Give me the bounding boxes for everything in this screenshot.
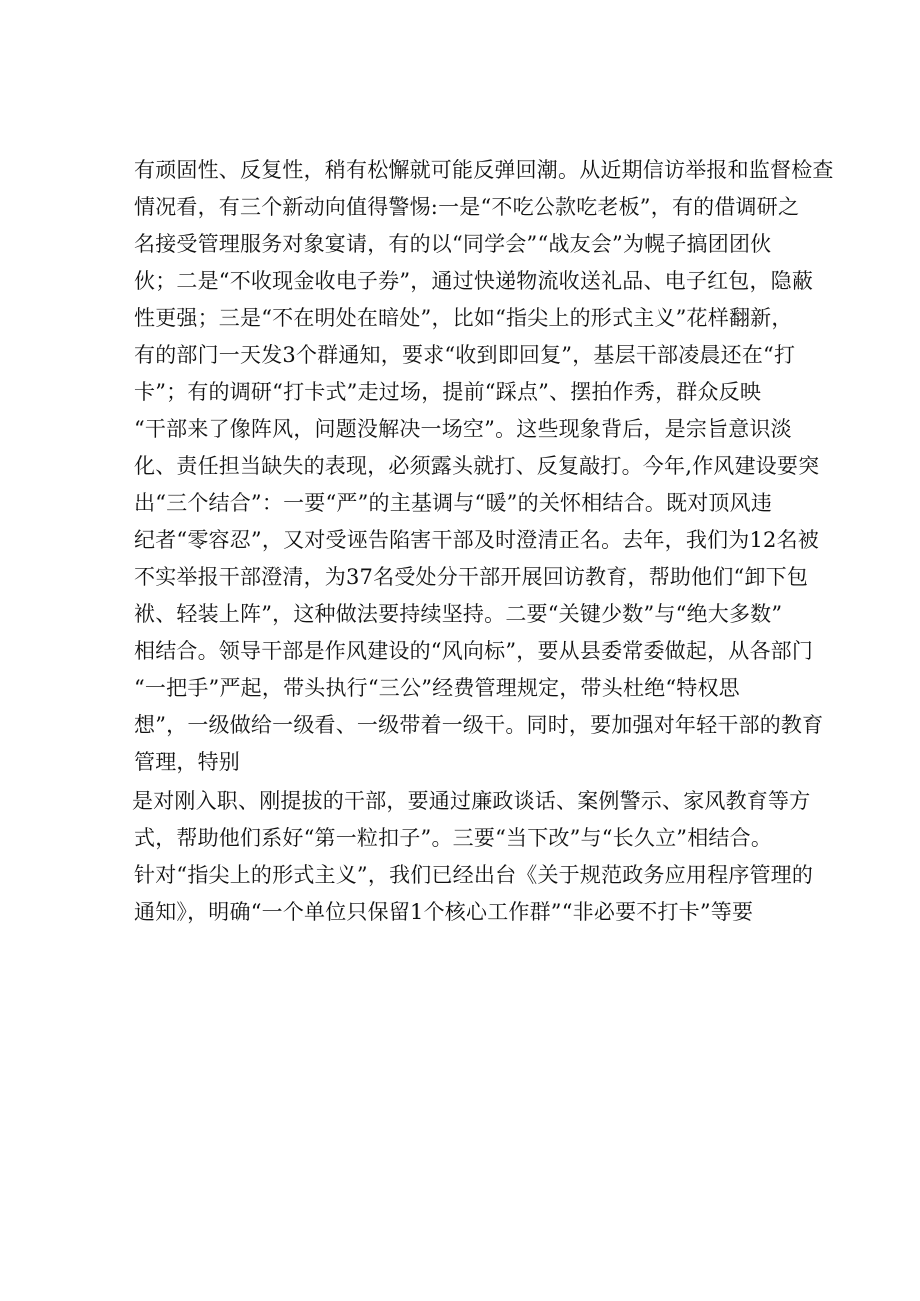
text-line: 有的部门一天发3个群通知，要求“收到即回复”，基层干部凌晨还在“打 [134, 343, 796, 367]
text-line: “一把手”严起，带头执行“三公”经费管理规定，带头杜绝“特权思 [134, 676, 740, 700]
text-line: 伙；二是“不收现金收电子券”，通过快递物流收送礼品、电子红包，隐蔽 [134, 269, 814, 293]
text-line: 纪者“零容忍”，又对受诬告陷害干部及时澄清正名。去年，我们为12名被 [134, 528, 819, 552]
text-line: 袱、轻装上阵”，这种做法要持续坚持。二要“关键少数”与“绝大多数” [134, 602, 783, 626]
body-text [132, 152, 834, 931]
text-line: 有顽固性、反复性，稍有松懈就可能反弹回潮。从近期信访举报和监督检查 [134, 158, 834, 182]
text-line: 通知》，明确“一个单位只保留1个核心工作群”“非必要不打卡”等要 [134, 900, 754, 924]
text-line: 式，帮助他们系好“第一粒扣子”。三要“当下改”与“长久立”相结合。 [134, 826, 773, 850]
text-line: 化、责任担当缺失的表现，必须露头就打、反复敲打。今年,作风建设要突 [134, 454, 820, 478]
text-line: 性更强；三是“不在明处在暗处”，比如“指尖上的形式主义”花样翻新， [134, 306, 793, 330]
text-line: 出“三个结合”：一要“严”的主基调与“暖”的关怀相结合。既对顶风违 [134, 491, 773, 515]
text-line: 名接受管理服务对象宴请，有的以“同学会”“战友会”为幌子搞团团伙 [134, 232, 772, 256]
text-line: 管理，特别 [134, 750, 240, 774]
text-line: 不实举报干部澄清，为37名受处分干部开展回访教育，帮助他们“卸下包 [134, 565, 809, 589]
text-line: “干部来了像阵风，问题没解决一场空”。这些现象背后，是宗旨意识淡 [134, 417, 792, 441]
text-line: 是对刚入职、刚提拔的干部，要通过廉政谈话、案例警示、家风教育等方 [132, 789, 811, 813]
text-line: 针对“指尖上的形式主义”，我们已经出台《关于规范政务应用程序管理的 [134, 863, 814, 887]
text-line: 卡”；有的调研“打卡式”走过场，提前“踩点”、摆拍作秀，群众反映 [134, 380, 762, 404]
text-line: 相结合。领导干部是作风建设的“风向标”，要从县委常委做起，从各部门 [134, 639, 814, 663]
text-line: 情况看，有三个新动向值得警惕:一是“不吃公款吃老板”，有的借调研之 [134, 195, 800, 219]
text-line: 想”，一级做给一级看、一级带着一级干。同时，要加强对年轻干部的教育 [134, 713, 824, 737]
